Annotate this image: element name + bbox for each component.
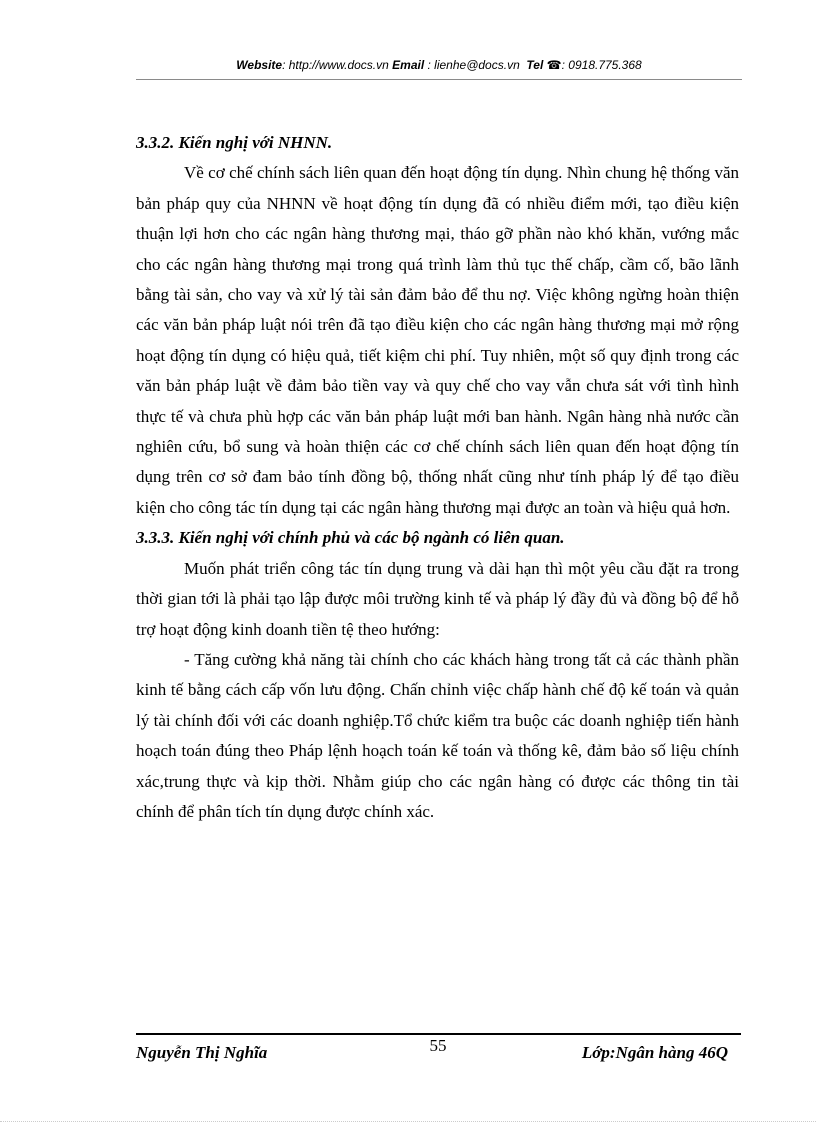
page-number: 55 [429,1036,447,1055]
footer-class: Lớp:Ngân hàng 46Q [581,1043,728,1062]
tel-value: : 0918.775.368 [561,58,642,72]
website-label: Website [236,58,283,72]
page-bottom-edge [0,1121,816,1122]
body-paragraph: - Tăng cường khả năng tài chính cho các khách hàng trong tất cả các thành phần kinh tế bằng cách cấp vốn lưu động. Chấn chỉnh việc chấp hành chế độ kế toán và quản lý tài chính đối với các doanh nghiệp.Tổ chức kiểm tra buộc các doanh nghiệp tiến hành hoạch toán đúng theo Pháp lệnh hoạch toán kế toán và thống kê, đảm bảo số liệu chính xác,trung thực và kịp thời. Nhằm giúp cho các ngân hàng có được các thông tin tài chính để phân tích tín dụng được chính xác. [136,649,739,821]
body-paragraph: Về cơ chế chính sách liên quan đến hoạt động tín dụng. Nhìn chung hệ thống văn bản pháp quy của NHNN về hoạt động tín dụng đã có nhiều điểm mới, tạo điều kiện thuận lợi hơn cho các ngân hàng thương mại, tháo gỡ phần nào khó khăn, vướng mắc cho các ngân hàng thương mại trong quá trình làm thủ tục thế chấp, cầm cố, bão lãnh bằng tài sản, cho vay và xử lý tài sản đảm bảo để thu nợ. Việc không ngừng hoàn thiện các văn bản pháp luật nói trên đã tạo điều kiện cho các ngân hàng thương mại mở rộng hoạt động tín dụng có hiệu quả, tiết kiệm chi phí. Tuy nhiên, một số quy định trong các văn bản pháp luật về đảm bảo tiền vay và quy chế cho vay vẫn chưa sát với tình hình thực tế và chưa phù hợp các văn bản pháp luật mới ban hành. Ngân hàng nhà nước cần nghiên cứu, bổ sung và hoàn thiện các cơ chế chính sách liên quan đến hoạt động tín dụng trên cơ sở đam bảo tính đồng bộ, thống nhất cũng như tính pháp lý để tạo điều kiện cho công tác tín dụng tại các ngân hàng thương mại được an toàn và hiệu quả hơn. [136,163,739,517]
email-value: : lienhe@docs.vn [424,58,520,72]
tel-label: Tel [526,58,544,72]
website-value: : http://www.docs.vn [282,58,389,72]
header-rule [136,79,742,80]
body-paragraph: Muốn phát triển công tác tín dụng trung và dài hạn thì một yêu cầu đặt ra trong thời gian tới là phải tạo lập được môi trường kinh tế và pháp lý đầy đủ và đồng bộ để hỗ trợ hoạt động kinh doanh tiền tệ theo hướng: [136,558,739,639]
document-body [136,128,739,827]
section-heading: 3.3.3. Kiến nghị với chính phủ và các bộ ngành có liên quan. [136,528,565,548]
footer-rule [136,1033,741,1035]
phone-icon: ☎ [546,58,562,72]
page-header [136,58,742,72]
footer-author: Nguyễn Thị Nghĩa [136,1043,268,1062]
section-heading: 3.3.2. Kiến nghị với NHNN. [136,133,333,152]
email-label: Email [392,58,425,72]
